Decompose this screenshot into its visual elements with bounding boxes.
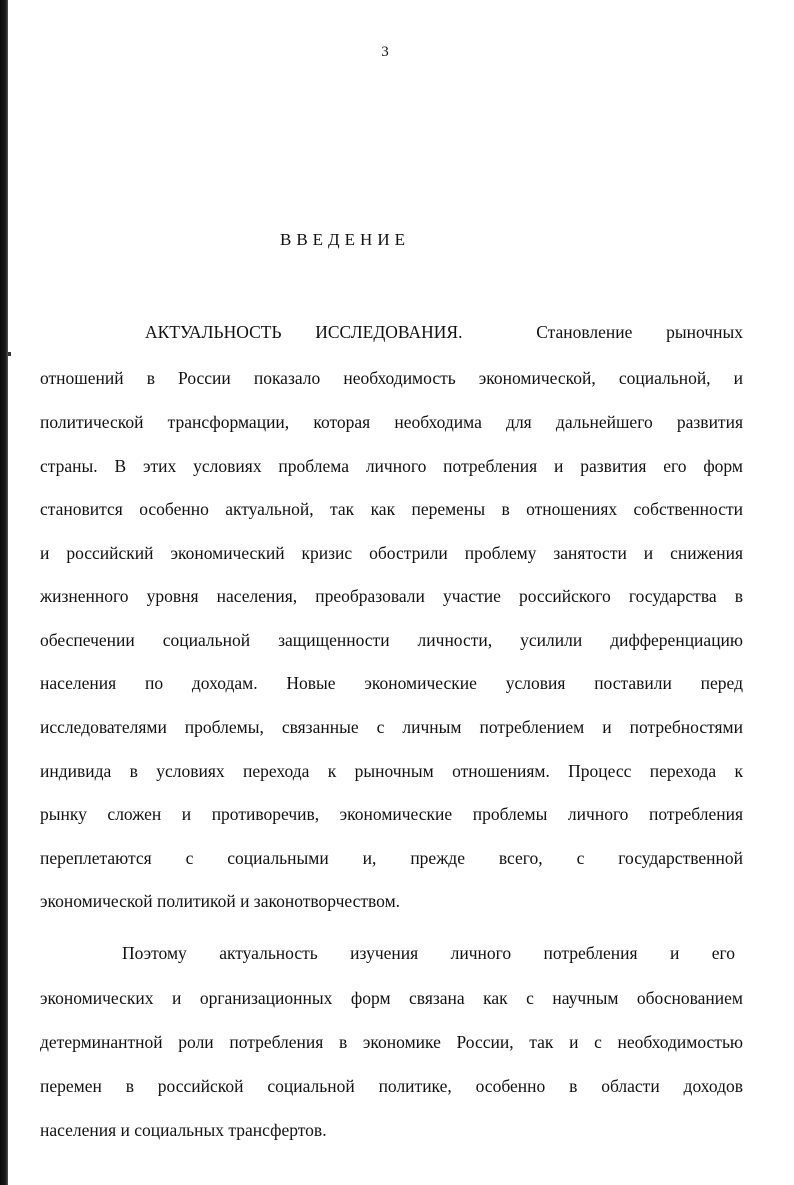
paragraph-2-line-4: перемен в российской социальной политике, особенно в области доходов: [40, 1076, 743, 1096]
paragraph-2-line-1: Поэтому актуальность изучения личного потребления и его: [122, 943, 735, 963]
paragraph-1-line-11: индивида в условиях перехода к рыночным отношениям. Процесс перехода к: [40, 761, 743, 781]
paragraph-2-line-5: населения и социальных трансфертов.: [40, 1120, 327, 1140]
paragraph-1-line-12: рынку сложен и противоречив, экономические проблемы личного потребления: [40, 804, 743, 824]
paragraph-1-line-6: и российский экономический кризис обострили проблему занятости и снижения: [40, 543, 743, 563]
paragraph-1-line-9: населения по доходам. Новые экономические условия поставили перед: [40, 673, 743, 693]
paragraph-2-line-3: детерминантной роли потребления в экономике России, так и с необходимостью: [40, 1032, 743, 1052]
paragraph-1-line-2: отношений в России показало необходимость экономической, социальной, и: [40, 368, 743, 388]
paragraph-1-line-4: страны. В этих условиях проблема личного потребления и развития его форм: [40, 456, 743, 476]
section-heading: ВВЕДЕНИЕ: [280, 230, 410, 249]
paragraph-2-line-2: экономических и организационных форм связана как с научным обоснованием: [40, 988, 743, 1008]
paragraph-1-line-14: экономической политикой и законотворчеством.: [40, 891, 401, 911]
paragraph-1-line-13: переплетаются с социальными и, прежде всего, с государственной: [40, 848, 743, 868]
paragraph-1-line-5: становится особенно актуальной, так как перемены в отношениях собственности: [40, 499, 743, 519]
paragraph-1-line-1-text: Становление рыночных: [536, 322, 744, 342]
paragraph-1-line-7: жизненного уровня населения, преобразовали участие российского государства в: [40, 586, 743, 606]
paragraph-1-line-1: [145, 320, 743, 344]
scan-dark-edge: [0, 0, 8, 1185]
paragraph-1-line-10: исследователями проблемы, связанные с личным потреблением и потребностями: [40, 717, 743, 737]
section-label: АКТУАЛЬНОСТЬ ИССЛЕДОВАНИЯ.: [145, 322, 463, 342]
paragraph-1-line-8: обеспечении социальной защищенности личности, усилили дифференциацию: [40, 630, 743, 650]
paragraph-1-line-3: политической трансформации, которая необходима для дальнейшего развития: [40, 412, 743, 432]
scan-edge-mark: [8, 352, 11, 356]
page-number: 3: [381, 44, 389, 60]
